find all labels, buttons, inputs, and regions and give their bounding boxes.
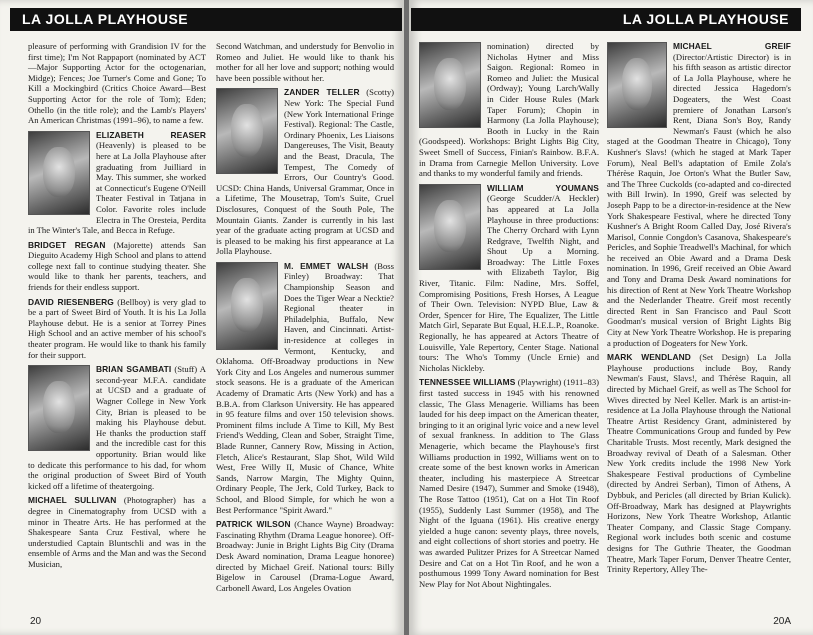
headshot-photo — [419, 42, 481, 128]
headshot-photo — [28, 365, 90, 451]
left-column-1 — [28, 41, 206, 574]
right-header-bar — [411, 8, 801, 31]
bio-michael-greif — [607, 41, 791, 348]
bio-mark-wendland — [607, 352, 791, 574]
bio-text: (Chance Wayne) Broadway: Fascinating Rhythm (Drama League honoree). Off-Broadway: Junie in Bright Lights Big City (Drama Desk Award nomination, Drama League honoree) directed by Michael Greif. National tours: Billy Bigelow in Carousel (Drama-Logue Award, Carbonell Award, Los Angeles Ovation — [216, 519, 395, 593]
bio-david-riesenberg — [28, 297, 206, 361]
bio-name: TENNESSEE WILLIAMS — [419, 377, 516, 388]
bio-continuation: pleasure of performing with Grandision IV for the first time); I'm Not Rappaport (nominated by ACT—Major Supporting Actor for the octogenarian, Midge); Fences; Joe Turner's Come and Gone; To Kill a Mockingbird (Critics Choice Award—Best Supporting Actor for the role of Tom); Eden; Othello (in the title role); and the Lamb's Players' An American Christmas (1991–96), to name a few. — [28, 41, 206, 126]
headshot-photo — [607, 42, 667, 128]
bio-patrick-wilson-continued — [419, 41, 599, 179]
bio-patrick-wilson — [216, 519, 394, 593]
bio-name: WILLIAM YOUMANS — [487, 182, 599, 193]
headshot-photo — [216, 88, 278, 174]
bio-continuation: Second Watchman, and understudy for Benvolio in Romeo and Juliet. He would like to thank his mother for all her love and support; nothing would have been possible without her. — [216, 41, 394, 83]
left-header-bar — [10, 8, 402, 31]
bio-text: (Director/Artistic Director) is in his fifth season as artistic director of La Jolla Playhouse, where he directed Jessica Hagedorn's Dogeaters, the West Coast premiere of Jonathan Larson's Rent, Diana Son's Boy, Randy Newman's Faust (which he also staged at the Goodman Theatre in Chicago), Tony Kushner's Slavs! (which he staged at Mark Taper Forum), Neal Bell's adaptation of Emile Zola's Thérèse Raquin, Joe Orton's What the Butler Saw, and The Three Cuckolds (co-adapted and co-directed with Bill Irwin). In 1990, Greif was selected by Joseph Papp to be a director-in-residence at the New York Shakespeare Festival, where he directed Tony Kushner's A Bright Room Called Day, José Rivera's Marisol, Connie Congdon's Casanova, Shakespeare's Pericles, and Sophie Treadwell's Machinal, for which he received an Obie Award and a Drama Desk nomination. In 1996, Greif received an Obie Award and Tony and Drama Desk Award nominations for his direction of Rent at New York Theatre Workshop and the Nederlander Theatre. Greif most recently directed Rent in San Francisco and Paul Scott Goodman's musical version of Bright Lights Big City at New York Theatre Workshop. He is preparing a production of Dogeaters for New York. — [607, 51, 791, 348]
left-page — [0, 0, 404, 635]
bio-text: (Boss Finley) Broadway: That Championship Season and Does the Tiger Wear a Necktie? Regional theater in Philadelphia, Buffalo, New Haven, and Cincinnati. Artist-in-residence at colleges in Vermont, Kentucky, and Oklahoma. Off-Broadway productions in New York City and Los Angeles and numerous summer stock seasons. He is a graduate of the American Academy of Dramatic Arts (New York) and has a B.B.A. from Clarkson University. He has appeared in 95 feature films and over 150 television shows. Prominent films include A Time to Kill, My Best Friend's Wedding, Clean and Sober, Straight Time, Blade Runner, Cannery Row, Missing in Action, Fletch, Alice's Restaurant, Slap Shot, Wild Wild West, Free Willy II, Music of Chance, White Sands, Narrow Margin, The Mighty Quinn, Ordinary People, The Jerk, Cold Turkey, Back to School, and Blood Simple, for which he won a Best Performance "Spirit Award." — [216, 260, 394, 515]
bio-name: MICHAEL SULLIVAN — [28, 495, 117, 506]
bio-william-youmans — [419, 183, 599, 374]
bio-name: ZANDER TELLER — [284, 87, 360, 98]
bio-tennessee-williams — [419, 377, 599, 589]
bio-continuation: nomination) directed by Nicholas Hytner and Miss Saigon. Regional: Romeo in Romeo and Juliet: the Musical (Ordway); Young Larch/Wally in Cider House Rules (Mark Taper Forum); Chopin in Harmony (La Jolla Playhouse); Booth in Lucky in the Rain (Goodspeed). Workshops: Bright Lights Big City, Sweet Smell of Success, Finian's Rainbow. B.F.A. in Drama from Carnegie Mellon University. Love and thanks to my wonderful family and friends. — [419, 41, 599, 179]
bio-text: (Scotty) New York: The Special Fund (New York International Fringe Festival). Regional: The Castle, Ordinary Phoenix, Les Liaisons Dangereuses, The Visit, Beauty and the Beast, Dracula, The Tempest, The Comedy of Errors, Our Country's Good. UCSD: China Hands, Universal Grammar, Once in a Lifetime, The Mousetrap, Tom's Suite, Cruel Disclosures, Conquest of the South Pole, The Mountain Giants. Zander is currently in his last year of the graduate acting program at UCSD and is pleased to be making his first appearance at La Jolla Playhouse. — [216, 87, 394, 257]
bio-elizabeth-reaser — [28, 130, 206, 236]
bio-brian-sgambati — [28, 364, 206, 491]
bio-name: ELIZABETH REASER — [96, 129, 206, 140]
bio-name: DAVID RIESENBERG — [28, 296, 114, 307]
bio-name: BRIDGET REGAN — [28, 239, 106, 250]
bio-michael-sullivan — [28, 495, 206, 569]
left-header-title: LA JOLLA PLAYHOUSE — [22, 11, 189, 27]
bio-name: BRIAN SGAMBATI — [96, 364, 172, 375]
page-number: 20A — [773, 616, 791, 627]
right-header-title: LA JOLLA PLAYHOUSE — [622, 11, 789, 27]
bio-text: (Photographer) has a degree in Cinematography from UCSD with a minor in Theatre Arts. He has performed at the Shakespeare Santa Cruz Festival, where he understudied Captain Bluntschli and was in the ensemble of Arms and the Man and was the Second Musician, — [28, 495, 206, 569]
bio-text: (Set Design) La Jolla Playhouse productions include Boy, Randy Newman's Faust, Slavs!, and Thérèse Raquin, all directed by Michael Greif, as well as The School for Wives directed by Neel Keller. Mark is an artist-in-residence at La Jolla Playhouse through the National Theatre Artist Residency Grant, administered by Theatre Communications Group and funded by Pew Charitable Trusts. Most recently, Mark designed the Broadway revival of Death of a Salesman. Other New York credits include the 1998 New York Shakespeare Festival productions of Cymbeline (directed by Andrei Serban), Timon of Athens, A Dybbuk, and Pericles (all directed by Brian Kulick). Off-Broadway, Mark has designed at Playwrights Horizons, New York Theatre Workshop, Atlantic Theater Company, and Classic Stage Company. Regional work includes both scenic and costume designs for The Guthrie Theater, the Goodman Theatre, Mark Taper Forum, Denver Theatre Center, Trinity Repertory, Alley The- — [607, 352, 791, 575]
bio-text: (George Scudder/A Heckler) has appeared at La Jolla Playhouse in three productions: The Cherry Orchard with Lynn Redgrave, Twelfth Night, and Shout Up a Morning. Broadway: The Little Foxes with Elizabeth Taylor, Big River, Titanic. Film: Nadine, Mrs. Soffel, Compromising Positions, Fresh Horses, A League of Their Own. Television: NYPD Blue, Law & Order, Spencer for Hire, The Equalizer, The Little Match Girl, Separate But Equal, H.E.L.P., Roanoke. Regionally, he has appeared at Actors Theatre of Louisville, Yale Repertory, Center Stage. National tours: The Who's Tommy (Uncle Ernie) and Nicholas Nickleby. — [419, 193, 599, 373]
headshot-photo — [419, 184, 481, 270]
bio-m-emmet-walsh — [216, 261, 394, 515]
headshot-photo — [216, 262, 278, 350]
right-page — [409, 0, 813, 635]
bio-text: (Stuff) A second-year M.F.A. candidate at UCSD and a graduate of Wagner College in New York City, Brian is pleased to be making his Playhouse debut. He thanks the production staff and the incredible cast for this opportunity. Brian would like to dedicate this performance to his dad, for whom the original production of Sweet Bird of Youth kicked off a lifetime of theatergoing. — [28, 364, 206, 491]
bio-name: MICHAEL GREIF — [673, 41, 791, 51]
bio-zander-teller — [216, 87, 394, 257]
left-column-2 — [216, 41, 394, 597]
bio-text: (Majorette) attends San Dieguito Academy High School and plans to attend college next fall to continue studying theater. She would like to thank her parents, teachers, and friends for their endless support. — [28, 239, 206, 293]
bio-text: (Bellboy) is very glad to be a part of Sweet Bird of Youth. It is his La Jolla Playhouse debut. He is a senior at Torrey Pines High School and an active member of his school's theater program. He would like to thank his family for their support. — [28, 296, 206, 360]
right-column-1 — [419, 41, 599, 593]
bio-text: (Heavenly) is pleased to be here at La Jolla Playhouse after graduating from Juilliard in May. This summer, she worked at Connecticut's Eugene O'Neill Theater Festival in Tatjana in Color. Favorite roles include Electra in The Oresteia, Perdita in The Winter's Tale, and Becca in Refuge. — [28, 140, 206, 236]
bio-text: (Playwright) (1911–83) first tasted success in 1945 with his renowned classic, The Glass Menagerie. Williams has been lauded for his deep impact on the American theater, bringing to it an original lyric voice and a new level of sexual frankness. In addition to The Glass Menagerie, which became the Playhouse's first Williams production in 1992, Williams went on to create some of the best known works in American theater, including his masterpiece A Streetcar Named Desire (1947), Summer and Smoke (1948), The Rose Tattoo (1951), Cat on a Hot Tin Roof (1955), Suddenly Last Summer (1958), and The Night of the Iguana (1961). His creative energy yielded a huge canon: seventy plays, three novels, and eight collections of short stories and poetry. He was awarded Pulitzer Prizes for A Streetcar Named Desire and Cat on a Hot Tin Roof, and he won a posthumous 1999 Tony Award nomination for Best New Play for Not About Nightingales. — [419, 377, 599, 589]
bio-name: MARK WENDLAND — [607, 352, 691, 363]
right-column-2 — [607, 41, 791, 579]
bio-name: PATRICK WILSON — [216, 519, 291, 530]
headshot-photo — [28, 131, 90, 215]
page-number: 20 — [30, 616, 42, 627]
bio-name: M. EMMET WALSH — [284, 260, 369, 271]
bio-bridget-regan — [28, 240, 206, 293]
